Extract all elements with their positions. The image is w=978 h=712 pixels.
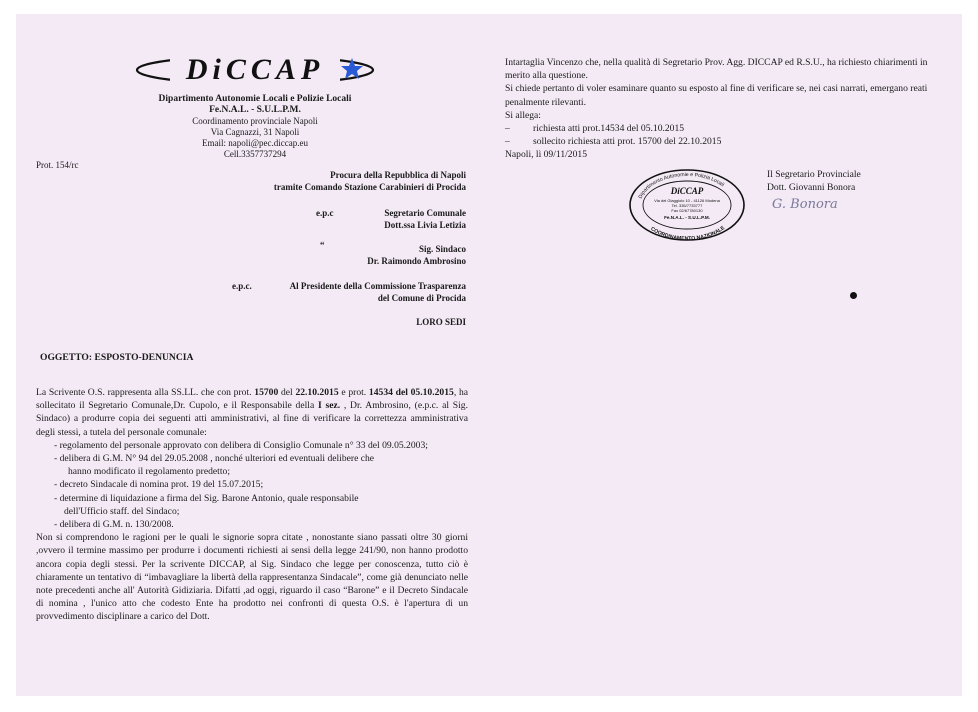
quote-mark: “	[320, 240, 325, 250]
paragraph-2: Non si comprendono le ragioni per le quali le signorie sopra citate , nonostante siano passati oltre 30 giorni ,ovvero il termine massimo per produrre i documenti richiesti ai sensi della legge 241/90, non hanno prodotto ancora copia degli stessi. Per la scrivente DICCAP, al Sig. Sindaco che legge per conoscenza, tutto ciò è chiaramente un tentativo di “imbavagliare la libertà della rappresentanza Sindacale”, come già denunciato nelle note precedenti anche all' Autorità Gidiziaria. Difatti ,ad oggi, riguardo il caso “Barone” e il Decreto Sindacale di nomina , l'unico atto che codesto Ente ha prodotto nei confronti di questa O.S. è l'apertura di un provvedimento disciplinare a carico del Dott.	[36, 532, 468, 623]
diccap-logo	[130, 46, 380, 96]
epc-label: e.p.c	[316, 208, 334, 218]
recipient-sindaco: Sig. Sindaco	[418, 244, 466, 254]
recipient-sindaco-name: Dr. Raimondo Ambrosino	[367, 256, 466, 266]
svg-text:DiCCAP: DiCCAP	[670, 186, 704, 196]
paragraph-1: La Scrivente O.S. rappresenta alla SS.LL. che con prot. 15700 del 22.10.2015 e prot. 14534 del 05.10.2015, ha sollecitato il Segretario Comunale,Dr. Cupolo, e il Responsabile della I sez. , Dr. Ambrosino, (e.p.c. al Sig. Sindaco) a produrre copia dei seguenti atti amministrativi, al fine di verificare la correttezza amministrativa degli stessi, a tutela del personale comunale:	[36, 387, 468, 438]
recipient-procura: Procura della Repubblica di Napoli	[330, 170, 466, 180]
list-item: - decreto Sindacale di nomina prot. 19 del 15.07.2015;	[54, 479, 264, 491]
attachments-label: Si allega:	[505, 109, 541, 121]
letter-body	[36, 386, 468, 624]
coordination: Coordinamento provinciale Napoli	[192, 116, 318, 126]
phone: Cell.3357737294	[223, 149, 287, 159]
list-item: - determine di liquidazione a firma del Sig. Barone Antonio, quale responsabile	[54, 492, 359, 504]
ink-dot	[850, 292, 857, 299]
logo-text: DiCCAP	[185, 53, 325, 86]
svg-text:Fe.N.A.L. - S.U.L.P.M.: Fe.N.A.L. - S.U.L.P.M.	[664, 215, 710, 220]
right-paragraph-2: Si chiede pertanto di voler esaminare quanto su esposto al fine di verificare se, nei casi narrati, emergano reati penalmente rilevanti.	[505, 83, 928, 108]
recipient-comune: del Comune di Procida	[377, 293, 466, 303]
handwritten-signature: G. Bonora	[772, 197, 838, 212]
list-item: dell'Ufficio staff. del Sindaco;	[64, 505, 180, 517]
recipient-segretario: Segretario Comunale	[384, 208, 466, 218]
right-column	[505, 56, 945, 162]
sign-title: Il Segretario Provinciale	[767, 169, 861, 180]
svg-text:Fax 02/67780130: Fax 02/67780130	[671, 208, 703, 213]
recipient-carabinieri: tramite Comando Stazione Carabinieri di Procida	[273, 182, 466, 192]
svg-text:Tel. 335/7733777: Tel. 335/7733777	[671, 203, 703, 208]
official-stamp	[628, 168, 746, 242]
epc2-label: e.p.c.	[232, 281, 252, 291]
list-item: - delibera di G.M. N° 94 del 29.05.2008 , nonché ulteriori ed eventuali delibere che	[54, 453, 375, 465]
right-paragraph-1: Intartaglia Vincenzo che, nella qualità di Segretario Prov. Agg. DICCAP ed R.S.U., ha richiesto chiarimenti in merito alla questione.	[505, 57, 928, 82]
email: Email: napoli@pec.diccap.eu	[202, 138, 308, 148]
address: Via Cagnazzi, 31 Napoli	[210, 127, 300, 137]
attachment-item: – richiesta atti prot.14534 del 05.10.2015	[505, 123, 685, 135]
org-name: Dipartimento Autonomie Locali e Polizie Locali	[158, 94, 352, 104]
subject: OGGETTO: ESPOSTO-DENUNCIA	[40, 352, 194, 363]
svg-text:COORDINAMENTO NAZIONALE: COORDINAMENTO NAZIONALE	[649, 225, 727, 242]
recipient-commissione: Al Presidente della Commissione Trasparenza	[289, 281, 466, 291]
loro-sedi: LORO SEDI	[416, 317, 466, 327]
svg-text:Dipartimento Autonomie e Poliz: Dipartimento Autonomie e Polizia Locali	[637, 171, 726, 200]
letter-date: Napoli, lì 09/11/2015	[505, 149, 587, 161]
sign-name: Dott. Giovanni Bonora	[767, 182, 856, 193]
list-item: - delibera di G.M. n. 130/2008.	[54, 519, 174, 531]
list-item: - regolamento del personale approvato con delibera di Consiglio Comunale n° 33 del 09.05.2003;	[54, 439, 428, 451]
protocol-number: Prot. 154/rc	[36, 160, 79, 170]
list-item: hanno modificato il regolamento predetto;	[68, 466, 230, 478]
recipient-segretario-name: Dott.ssa Livia Letizia	[384, 220, 466, 230]
svg-text:Via del Giaggiolo 10 - 41126 M: Via del Giaggiolo 10 - 41126 Modena	[654, 198, 720, 203]
federation: Fe.N.A.L. - S.U.L.P.M.	[209, 105, 301, 115]
attachment-item: – sollecito richiesta atti prot. 15700 del 22.10.2015	[505, 136, 722, 148]
